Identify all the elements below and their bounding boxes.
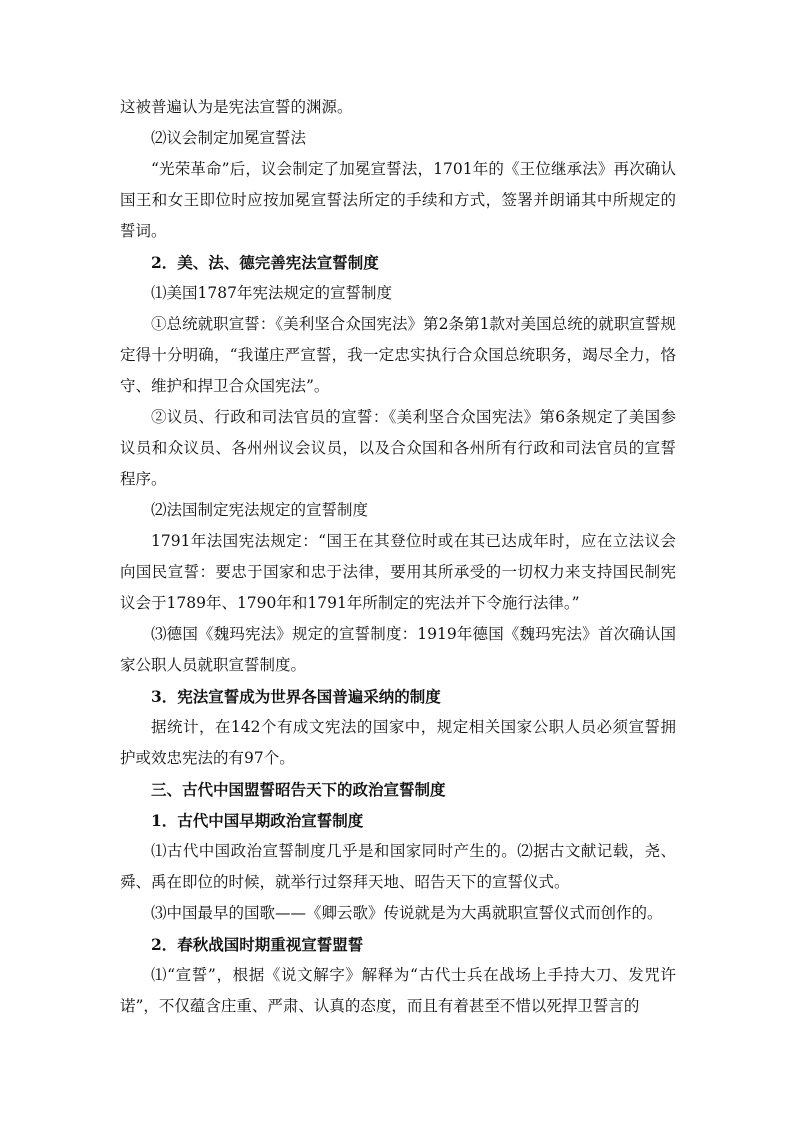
heading-early-china: 1．古代中国早期政治宣誓制度 [151,811,364,830]
paragraph-origin: 这被普遍认为是宪法宣誓的渊源。 [120,98,353,116]
subheading-us-1787: ⑴美国1787年宪法规定的宣誓制度 [151,284,392,302]
paragraph-weimar: ⑶德国《魏玛宪法》规定的宣誓制度：1919年德国《魏玛宪法》首次确认国家公职人员就职宣誓制度。 [120,625,676,674]
paragraph-france-1791: 1791年法国宪法规定：“国王在其登位时或在其已达成年时，应在立法议会向国民宣誓：要忠于国家和忠于法律，要用其所承受的一切权力来支持国民制宪议会于1789年、1790年和1791年所制定的宪法并下令施行法律。” [120,532,676,612]
paragraph-anthem: ⑶中国最早的国歌——《卿云歌》传说就是为大禹就职宣誓仪式而创作的。 [151,904,663,922]
paragraph-glorious-revolution: “光荣革命”后，议会制定了加冕宣誓法，1701年的《王位继承法》再次确认国王和女王即位时应按加冕宣誓法所定的手续和方式，签署并朗诵其中所规定的誓词。 [120,160,676,240]
subheading-france: ⑵法国制定宪法规定的宣誓制度 [151,501,369,519]
heading-us-france-germany: 2．美、法、德完善宪法宣誓制度 [151,253,379,272]
paragraph-statistics: 据统计，在142个有成文宪法的国家中，规定相关国家公职人员必须宣誓拥护或效忠宪法的有97个。 [120,718,676,767]
paragraph-early-oaths: ⑴古代中国政治宣誓制度几乎是和国家同时产生的。⑵据古文献记载，尧、舜、禹在即位的时候，就举行过祭拜天地、昭告天下的宣誓仪式。 [120,842,676,891]
paragraph-oath-meaning: ⑴“宣誓”，根据《说文解字》解释为“古代士兵在战场上手持大刀、发咒许诺”，不仅蕴含庄重、严肃、认真的态度，而且有着甚至不惜以死捍卫誓言的 [120,966,676,1015]
heading-ancient-china: 三、古代中国盟誓昭告天下的政治宣誓制度 [151,780,446,799]
subheading-coronation-oath: ⑵议会制定加冕宣誓法 [151,129,307,147]
paragraph-president-oath: ①总统就职宣誓：《美利坚合众国宪法》第2条第1款对美国总统的就职宣誓规定得十分明确，“我谨庄严宣誓，我一定忠实执行合众国总统职务，竭尽全力，恪守、维护和捍卫合众国宪法”。 [120,315,676,395]
heading-universal-adoption: 3．宪法宣誓成为世界各国普遍采纳的制度 [151,687,441,706]
heading-spring-autumn: 2．春秋战国时期重视宣誓盟誓 [151,935,364,954]
document-page [120,92,676,1022]
paragraph-officials-oath: ②议员、行政和司法官员的宣誓：《美利坚合众国宪法》第6条规定了美国参议员和众议员、各州州议会议员，以及合众国和各州所有行政和司法官员的宣誓程序。 [120,408,676,488]
